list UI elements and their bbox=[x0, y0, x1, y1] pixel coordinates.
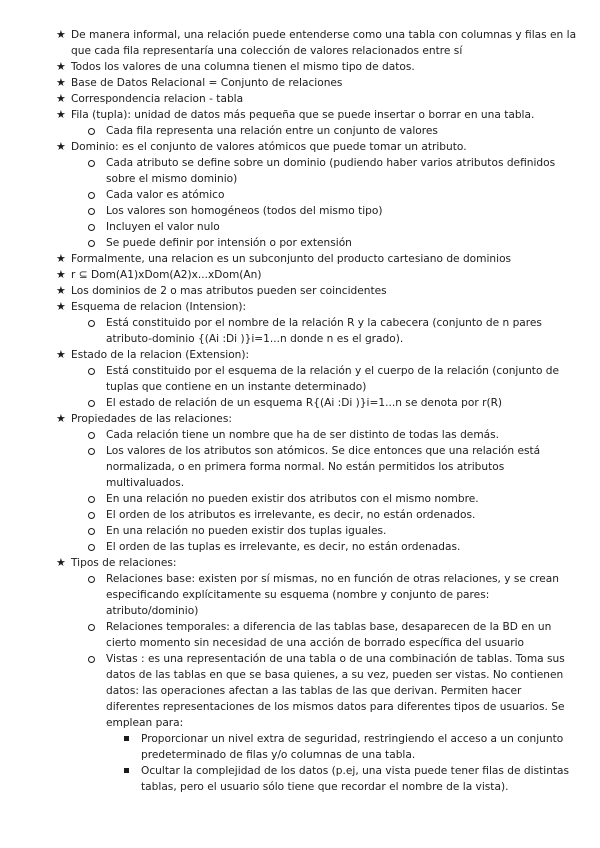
circle-bullet-icon bbox=[88, 448, 95, 455]
circle-bullet-icon bbox=[88, 240, 95, 247]
list-item bbox=[58, 267, 578, 283]
list-item bbox=[58, 555, 578, 795]
circle-bullet-icon bbox=[88, 432, 95, 439]
sub-item-text: Cada valor es atómico bbox=[106, 189, 225, 201]
item-text: Fila (tupla): unidad de datos más pequeña que se puede insertar o borrar en una tabla. bbox=[71, 109, 535, 121]
sub-item-text: Incluyen el valor nulo bbox=[106, 221, 220, 233]
sub-item-text: En una relación no pueden existir dos tuplas iguales. bbox=[106, 525, 387, 537]
sub-item-text: Relaciones base: existen por sí mismas, no en función de otras relaciones, y se crean especificando explícitamente su esquema (nombre y conjunto de pares: atributo/dominio) bbox=[106, 573, 559, 617]
item-text: Los dominios de 2 o mas atributos pueden ser coincidentes bbox=[71, 285, 387, 297]
sub-item bbox=[82, 651, 578, 795]
circle-bullet-icon bbox=[88, 208, 95, 215]
sub-item bbox=[82, 443, 578, 491]
list-item bbox=[58, 91, 578, 107]
list-item bbox=[58, 27, 578, 59]
item-text: Base de Datos Relacional = Conjunto de relaciones bbox=[71, 77, 343, 89]
sub-item-text: El estado de relación de un esquema R{(Ai :Di )}i=1...n se denota por r(R) bbox=[106, 397, 503, 409]
item-text: Dominio: es el conjunto de valores atómicos que puede tomar un atributo. bbox=[71, 141, 467, 153]
star-bullet-icon: ★ bbox=[56, 556, 66, 569]
circle-bullet-icon bbox=[88, 496, 95, 503]
list-item bbox=[58, 107, 578, 139]
sub-sub-item bbox=[115, 763, 578, 795]
star-bullet-icon: ★ bbox=[56, 284, 66, 297]
square-bullet-icon bbox=[124, 768, 129, 773]
sub-item bbox=[82, 155, 578, 187]
sub-item-text: Los valores de los atributos son atómicos. Se dice entonces que una relación está normalizada, o en primera forma normal. No están permitidos los atributos multivaluados. bbox=[106, 445, 541, 489]
bullet-list bbox=[58, 27, 578, 795]
star-bullet-icon: ★ bbox=[56, 60, 66, 73]
star-bullet-icon: ★ bbox=[56, 300, 66, 313]
circle-bullet-icon bbox=[88, 224, 95, 231]
sub-item bbox=[82, 123, 578, 139]
sub-item-text: Vistas : es una representación de una tabla o de una combinación de tablas. Toma sus datos de las tablas en que se basa quienes, a su vez, pueden ser vistas. No contienen datos: las operaciones afectan a las tablas de las que derivan. Permiten hacer diferentes representaciones de los mismos datos para diferentes tipos de usuarios. Se emplean para: bbox=[106, 653, 565, 729]
sub-item bbox=[82, 427, 578, 443]
star-bullet-icon: ★ bbox=[56, 108, 66, 121]
sub-list bbox=[82, 571, 578, 795]
sub-item-text: En una relación no pueden existir dos atributos con el mismo nombre. bbox=[106, 493, 479, 505]
sub-item bbox=[82, 235, 578, 251]
circle-bullet-icon bbox=[88, 160, 95, 167]
sub-item bbox=[82, 491, 578, 507]
star-bullet-icon: ★ bbox=[56, 252, 66, 265]
sub-list bbox=[82, 427, 578, 555]
sub-item-text: Relaciones temporales: a diferencia de las tablas base, desaparecen de la BD en un cierto momento sin necesidad de una acción de borrado específica del usuario bbox=[106, 621, 552, 649]
star-bullet-icon: ★ bbox=[56, 268, 66, 281]
sub-item bbox=[82, 571, 578, 619]
circle-bullet-icon bbox=[88, 512, 95, 519]
circle-bullet-icon bbox=[88, 192, 95, 199]
sub-item bbox=[82, 539, 578, 555]
item-text: Propiedades de las relaciones: bbox=[71, 413, 232, 425]
list-item bbox=[58, 139, 578, 251]
circle-bullet-icon bbox=[88, 400, 95, 407]
sub-sub-item-text: Proporcionar un nivel extra de seguridad, restringiendo el acceso a un conjunto predeterminado de filas y/o columnas de una tabla. bbox=[141, 733, 564, 761]
circle-bullet-icon bbox=[88, 576, 95, 583]
sub-sub-item-text: Ocultar la complejidad de los datos (p.ej, una vista puede tener filas de distintas tablas, pero el usuario sólo tiene que recordar el nombre de la vista). bbox=[141, 765, 570, 793]
sub-item-text: El orden de las tuplas es irrelevante, es decir, no están ordenadas. bbox=[106, 541, 461, 553]
list-item bbox=[58, 411, 578, 555]
sub-item-text: Los valores son homogéneos (todos del mismo tipo) bbox=[106, 205, 383, 217]
sub-item bbox=[82, 363, 578, 395]
square-bullet-icon bbox=[124, 736, 129, 741]
circle-bullet-icon bbox=[88, 528, 95, 535]
item-text: Tipos de relaciones: bbox=[71, 557, 177, 569]
circle-bullet-icon bbox=[88, 656, 95, 663]
list-item bbox=[58, 251, 578, 267]
list-item bbox=[58, 347, 578, 411]
sub-item bbox=[82, 315, 578, 347]
sub-item bbox=[82, 523, 578, 539]
sub-item bbox=[82, 219, 578, 235]
item-text: Correspondencia relacion - tabla bbox=[71, 93, 244, 105]
sub-item-text: Cada fila representa una relación entre un conjunto de valores bbox=[106, 125, 438, 137]
list-item bbox=[58, 75, 578, 91]
sub-item bbox=[82, 203, 578, 219]
star-bullet-icon: ★ bbox=[56, 28, 66, 41]
sub-item-text: Se puede definir por intensión o por extensión bbox=[106, 237, 352, 249]
sub-item bbox=[82, 187, 578, 203]
item-text: r ⊆ Dom(A1)xDom(A2)x...xDom(An) bbox=[71, 269, 262, 281]
sub-item-text: Está constituido por el nombre de la relación R y la cabecera (conjunto de n pares atributo-dominio {(Ai :Di )}i=1...n donde n es el grado). bbox=[106, 317, 542, 345]
sub-item bbox=[82, 507, 578, 523]
sub-sub-item bbox=[115, 731, 578, 763]
circle-bullet-icon bbox=[88, 368, 95, 375]
sub-item bbox=[82, 395, 578, 411]
item-text: Esquema de relacion (Intension): bbox=[71, 301, 247, 313]
sub-list bbox=[82, 315, 578, 347]
sub-item-text: Cada atributo se define sobre un dominio (pudiendo haber varios atributos definidos sobre el mismo dominio) bbox=[106, 157, 556, 185]
star-bullet-icon: ★ bbox=[56, 412, 66, 425]
list-item bbox=[58, 299, 578, 347]
circle-bullet-icon bbox=[88, 544, 95, 551]
sub-sub-list bbox=[115, 731, 578, 795]
sub-item-text: El orden de los atributos es irrelevante, es decir, no están ordenados. bbox=[106, 509, 476, 521]
star-bullet-icon: ★ bbox=[56, 92, 66, 105]
item-text: Formalmente, una relacion es un subconjunto del producto cartesiano de dominios bbox=[71, 253, 512, 265]
item-text: De manera informal, una relación puede entenderse como una tabla con columnas y filas en la que cada fila representaría una colección de valores relacionados entre sí bbox=[71, 29, 577, 57]
list-item bbox=[58, 283, 578, 299]
sub-item-text: Está constituido por el esquema de la relación y el cuerpo de la relación (conjunto de tuplas que contiene en un instante determinado) bbox=[106, 365, 560, 393]
star-bullet-icon: ★ bbox=[56, 348, 66, 361]
circle-bullet-icon bbox=[88, 128, 95, 135]
star-bullet-icon: ★ bbox=[56, 76, 66, 89]
sub-item bbox=[82, 619, 578, 651]
sub-list bbox=[82, 155, 578, 251]
item-text: Todos los valores de una columna tienen el mismo tipo de datos. bbox=[71, 61, 415, 73]
circle-bullet-icon bbox=[88, 624, 95, 631]
sub-list bbox=[82, 123, 578, 139]
circle-bullet-icon bbox=[88, 320, 95, 327]
item-text: Estado de la relacion (Extension): bbox=[71, 349, 250, 361]
sub-list bbox=[82, 363, 578, 411]
star-bullet-icon: ★ bbox=[56, 140, 66, 153]
sub-item-text: Cada relación tiene un nombre que ha de ser distinto de todas las demás. bbox=[106, 429, 500, 441]
list-item bbox=[58, 59, 578, 75]
